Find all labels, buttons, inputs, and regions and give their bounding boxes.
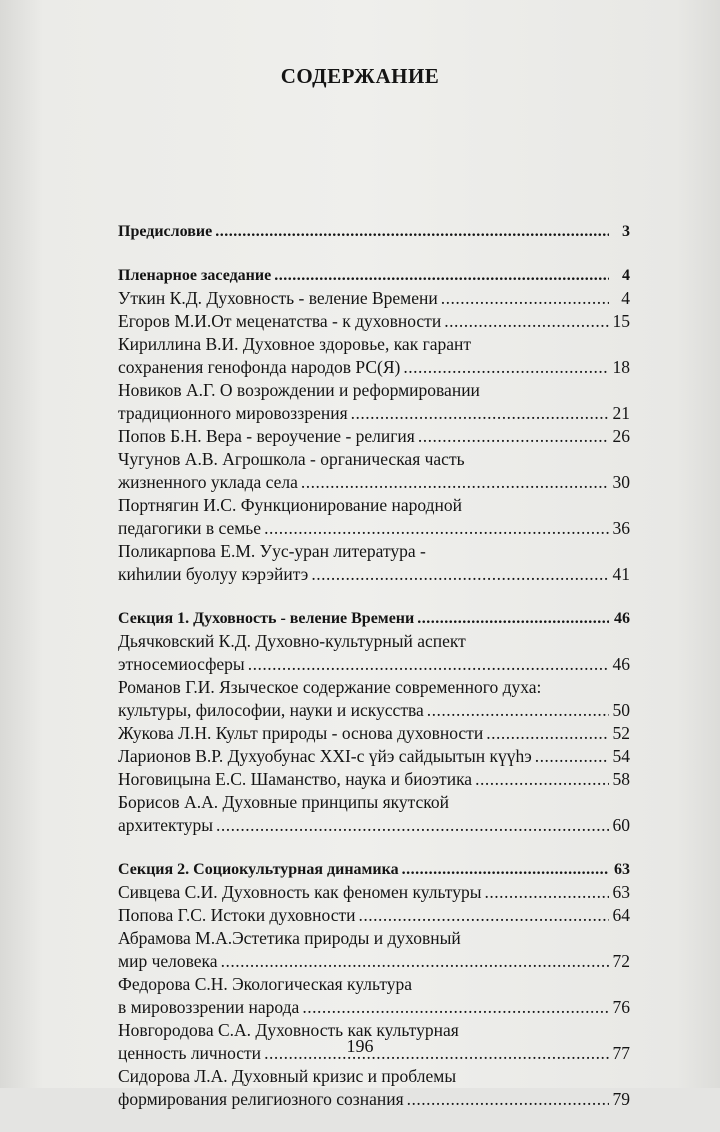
toc-entry-text: Сидорова Л.А. Духовный кризис и проблемы: [118, 1066, 457, 1086]
toc-entry-text: архитектуры: [118, 815, 213, 835]
dot-leader: [359, 904, 609, 927]
table-of-contents: [118, 220, 630, 1132]
dot-leader: [475, 768, 609, 791]
toc-entry: [118, 927, 630, 973]
toc-entry-text: ценность личности: [118, 1043, 262, 1063]
toc-entry-text: Чугунов А.В. Агрошкола - органическая часть: [118, 449, 465, 469]
dot-leader: [441, 287, 609, 310]
dot-leader: [302, 996, 609, 1019]
toc-entry-text: Поликарпова Е.М. Уус-уран литература -: [118, 541, 426, 561]
toc-entry: [118, 745, 630, 768]
toc-entry-text: Сивцева С.И. Духовность как феномен культуры: [118, 882, 482, 902]
page-number: 196: [346, 1036, 374, 1056]
dot-leader: [215, 220, 609, 243]
toc-page-number: 63: [614, 861, 630, 878]
toc-entry-text: педагогики в семье: [118, 518, 262, 538]
toc-section: [118, 264, 630, 586]
toc-entry-text: Борисов А.А. Духовные принципы якутской: [118, 792, 450, 812]
toc-page-number: 18: [612, 357, 630, 377]
toc-entry-text: Новгородова С.А. Духовность как культурная: [118, 1020, 459, 1040]
toc-entry: [118, 973, 630, 1019]
dot-leader: [484, 881, 609, 904]
toc-entry-text: Абрамова М.А.Эстетика природы и духовный: [118, 928, 461, 948]
toc-entry: [118, 287, 630, 310]
toc-page-number: 46: [612, 654, 630, 674]
toc-entry: [118, 494, 630, 540]
toc-page-number: 64: [612, 905, 630, 925]
toc-page-number: 79: [612, 1089, 630, 1109]
toc-entry-text: Секция 1. Духовность - веление Времени: [118, 610, 415, 627]
toc-entry: [118, 676, 630, 722]
dot-leader: [486, 722, 609, 745]
toc-page-number: 72: [612, 951, 630, 971]
dot-leader: [216, 814, 609, 837]
toc-entry-text: киһилии буолуу кэрэйитэ: [118, 564, 309, 584]
toc-entry-text: этносемиосферы: [118, 654, 245, 674]
toc-section-heading: [118, 264, 630, 287]
toc-entry: [118, 379, 630, 425]
dot-leader: [444, 310, 609, 333]
dot-leader: [427, 699, 609, 722]
toc-entry: [118, 540, 630, 586]
toc-entry: [118, 768, 630, 791]
toc-entry: [118, 904, 630, 927]
toc-entry: [118, 310, 630, 333]
toc-page-number: 50: [612, 700, 630, 720]
toc-entry: [118, 630, 630, 676]
toc-section: [118, 858, 630, 1111]
toc-entry-text: Предисловие: [118, 223, 213, 240]
dot-leader: [301, 471, 609, 494]
toc-entry-text: культуры, философии, науки и искусства: [118, 700, 424, 720]
toc-section: [118, 607, 630, 837]
toc-page-number: 54: [612, 746, 630, 766]
toc-entry-text: Дьячковский К.Д. Духовно-культурный аспект: [118, 631, 466, 651]
dot-leader: [417, 607, 609, 630]
toc-entry-text: Попова Г.С. Истоки духовности: [118, 905, 356, 925]
toc-page-number: 76: [612, 997, 630, 1017]
dot-leader: [403, 356, 609, 379]
toc-page-number: 52: [612, 723, 630, 743]
toc-entry-text: в мировоззрении народа: [118, 997, 300, 1017]
toc-section-heading: [118, 607, 630, 630]
dot-leader: [221, 950, 609, 973]
dot-leader: [274, 264, 609, 287]
toc-entry-text: Ларионов В.Р. Духуобунас XXI-с үйэ сайдыытын күүһэ: [118, 746, 532, 766]
toc-page-number: 21: [612, 403, 630, 423]
toc-entry-text: Кириллина В.И. Духовное здоровье, как гарант: [118, 334, 472, 354]
toc-entry-text: Секция 2. Социокультурная динамика: [118, 861, 399, 878]
toc-page-number: 77: [612, 1043, 630, 1063]
dot-leader: [407, 1088, 609, 1111]
toc-entry-text: Портнягин И.С. Функционирование народной: [118, 495, 463, 515]
toc-page-number: 36: [612, 518, 630, 538]
dot-leader: [535, 745, 609, 768]
toc-page-number: 63: [612, 882, 630, 902]
toc-page-number: 3: [622, 223, 630, 240]
toc-page-number: 41: [612, 564, 630, 584]
toc-entry-text: Пленарное заседание: [118, 267, 272, 284]
toc-entry: [118, 722, 630, 745]
toc-entry: [118, 791, 630, 837]
toc-page-number: 58: [612, 769, 630, 789]
dot-leader: [351, 402, 609, 425]
toc-entry-text: Романов Г.И. Языческое содержание современного духа:: [118, 677, 542, 697]
toc-entry-text: Попов Б.Н. Вера - вероучение - религия: [118, 426, 415, 446]
toc-page-number: 15: [612, 311, 630, 331]
toc-entry-text: традиционного мировоззрения: [118, 403, 348, 423]
toc-page-number: 30: [612, 472, 630, 492]
toc-entry-text: жизненного уклада села: [118, 472, 298, 492]
page-title: СОДЕРЖАНИЕ: [280, 64, 440, 88]
toc-page-number: 4: [621, 288, 630, 308]
toc-entry-text: Уткин К.Д. Духовность - веление Времени: [118, 288, 438, 308]
dot-leader: [311, 563, 609, 586]
toc-entry-text: Егоров М.И.От меценатства - к духовности: [118, 311, 442, 331]
toc-section-heading: [118, 220, 630, 243]
dot-leader: [402, 858, 609, 881]
toc-entry: [118, 448, 630, 494]
dot-leader: [418, 425, 609, 448]
toc-entry-text: Федорова С.Н. Экологическая культура: [118, 974, 413, 994]
toc-section-heading: [118, 858, 630, 881]
toc-page-number: 60: [612, 815, 630, 835]
toc-page-number: 26: [612, 426, 630, 446]
toc-entry: [118, 881, 630, 904]
toc-page-number: 46: [614, 610, 630, 627]
toc-entry-text: формирования религиозного сознания: [118, 1089, 404, 1109]
toc-entry-text: Ноговицына Е.С. Шаманство, наука и биоэтика: [118, 769, 473, 789]
toc-page-number: 4: [622, 267, 630, 284]
toc-entry: [118, 333, 630, 379]
toc-entry-text: мир человека: [118, 951, 218, 971]
toc-section: [118, 220, 630, 243]
toc-entry: [118, 1065, 630, 1111]
toc-entry-text: Новиков А.Г. О возрождении и реформировании: [118, 380, 480, 400]
toc-entry-text: сохранения генофонда народов РС(Я): [118, 357, 401, 377]
toc-entry: [118, 425, 630, 448]
dot-leader: [248, 653, 609, 676]
toc-entry-text: Жукова Л.Н. Культ природы - основа духовности: [118, 723, 484, 743]
dot-leader: [264, 517, 609, 540]
